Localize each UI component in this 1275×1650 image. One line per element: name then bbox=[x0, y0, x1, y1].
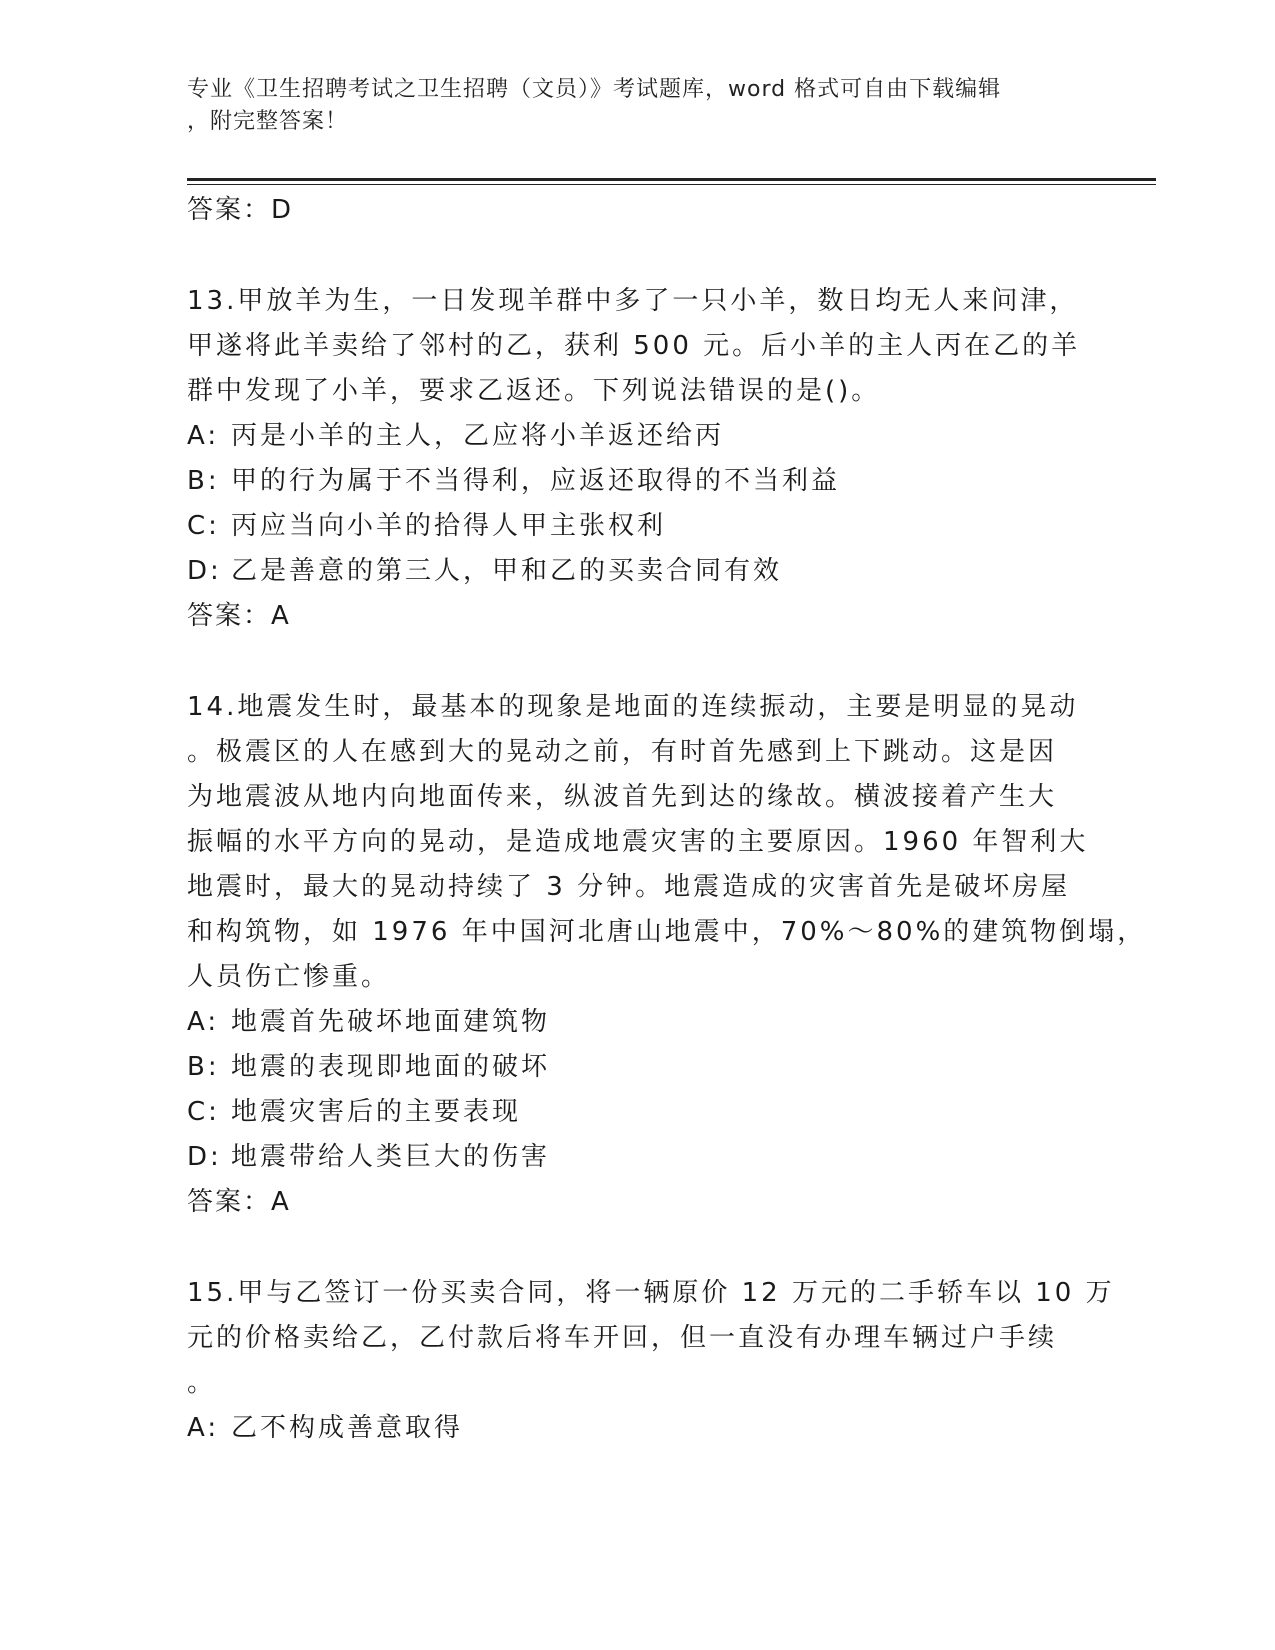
answer-line: 答案：A bbox=[187, 1187, 291, 1217]
question-text-line: 15.甲与乙签订一份买卖合同，将一辆原价 12 万元的二手轿车以 10 万 bbox=[187, 1278, 1115, 1308]
question-text bbox=[187, 1271, 1115, 1406]
answer-option bbox=[187, 1406, 1087, 1451]
question-spacer bbox=[187, 1225, 1087, 1271]
page-header bbox=[187, 74, 1087, 138]
question-text-line: 13.甲放羊为生，一日发现羊群中多了一只小羊，数日均无人来问津， bbox=[187, 286, 1079, 316]
answer-option bbox=[187, 1000, 1087, 1045]
question-text-line: 群中发现了小羊，要求乙返还。下列说法错误的是()。 bbox=[187, 376, 881, 406]
question-block bbox=[187, 279, 1087, 639]
option-key: D: bbox=[187, 556, 222, 586]
question-spacer bbox=[187, 639, 1087, 685]
option-text: 地震灾害后的主要表现 bbox=[231, 1097, 522, 1127]
question-text-line: 和构筑物，如 1976 年中国河北唐山地震中，70%～80%的建筑物倒塌， bbox=[187, 917, 1147, 947]
answer-line: 答案：A bbox=[187, 601, 291, 631]
question-text-line: 地震时，最大的晃动持续了 3 分钟。地震造成的灾害首先是破坏房屋 bbox=[187, 872, 1071, 902]
answer-option bbox=[187, 459, 1087, 504]
header-line-1: 专业《卫生招聘考试之卫生招聘（文员）》考试题库，word 格式可自由下载编辑 bbox=[187, 77, 1002, 102]
option-key: B: bbox=[187, 466, 220, 496]
answer-option bbox=[187, 549, 1087, 594]
header-rule-thick bbox=[187, 178, 1156, 181]
option-key: A: bbox=[187, 421, 220, 451]
option-text: 乙不构成善意取得 bbox=[231, 1413, 464, 1443]
option-text: 丙是小羊的主人，乙应将小羊返还给丙 bbox=[231, 421, 725, 451]
answer-line: 答案：D bbox=[187, 195, 294, 225]
option-text: 丙应当向小羊的拾得人甲主张权利 bbox=[231, 511, 667, 541]
answer-option bbox=[187, 414, 1087, 459]
option-key: D: bbox=[187, 1142, 222, 1172]
question-text-line: 甲遂将此羊卖给了邻村的乙，获利 500 元。后小羊的主人丙在乙的羊 bbox=[187, 331, 1081, 361]
answer-option bbox=[187, 1045, 1087, 1090]
answer-option bbox=[187, 1135, 1087, 1180]
question-text bbox=[187, 279, 1087, 414]
question-text-line: 振幅的水平方向的晃动，是造成地震灾害的主要原因。1960 年智利大 bbox=[187, 827, 1089, 857]
option-key: A: bbox=[187, 1413, 220, 1443]
answer-option bbox=[187, 504, 1087, 549]
option-key: B: bbox=[187, 1052, 220, 1082]
option-text: 地震带给人类巨大的伤害 bbox=[231, 1142, 551, 1172]
exam-content bbox=[187, 188, 1147, 1451]
header-rule-thin bbox=[187, 184, 1156, 185]
option-text: 地震的表现即地面的破坏 bbox=[231, 1052, 551, 1082]
question-text-line: 14.地震发生时，最基本的现象是地面的连续振动，主要是明显的晃动 bbox=[187, 692, 1079, 722]
question-text-line: 元的价格卖给乙，乙付款后将车开回，但一直没有办理车辆过户手续 bbox=[187, 1323, 1058, 1353]
question-text-line: 人员伤亡惨重。 bbox=[187, 962, 391, 992]
header-line-2: ，附完整答案！ bbox=[187, 109, 349, 134]
option-text: 乙是善意的第三人，甲和乙的买卖合同有效 bbox=[231, 556, 783, 586]
answer-option bbox=[187, 1090, 1087, 1135]
option-key: C: bbox=[187, 511, 220, 541]
option-text: 地震首先破坏地面建筑物 bbox=[231, 1007, 551, 1037]
question-text-line: 。极震区的人在感到大的晃动之前，有时首先感到上下跳动。这是因 bbox=[187, 737, 1058, 767]
question-text-line: 。 bbox=[187, 1368, 217, 1398]
question-text bbox=[187, 685, 1147, 1000]
question-spacer bbox=[187, 233, 1087, 279]
question-text-line: 为地震波从地内向地面传来，纵波首先到达的缘故。横波接着产生大 bbox=[187, 782, 1058, 812]
question-block bbox=[187, 1271, 1115, 1451]
option-key: C: bbox=[187, 1097, 220, 1127]
option-key: A: bbox=[187, 1007, 220, 1037]
question-block bbox=[187, 685, 1147, 1225]
option-text: 甲的行为属于不当得利，应返还取得的不当利益 bbox=[231, 466, 841, 496]
